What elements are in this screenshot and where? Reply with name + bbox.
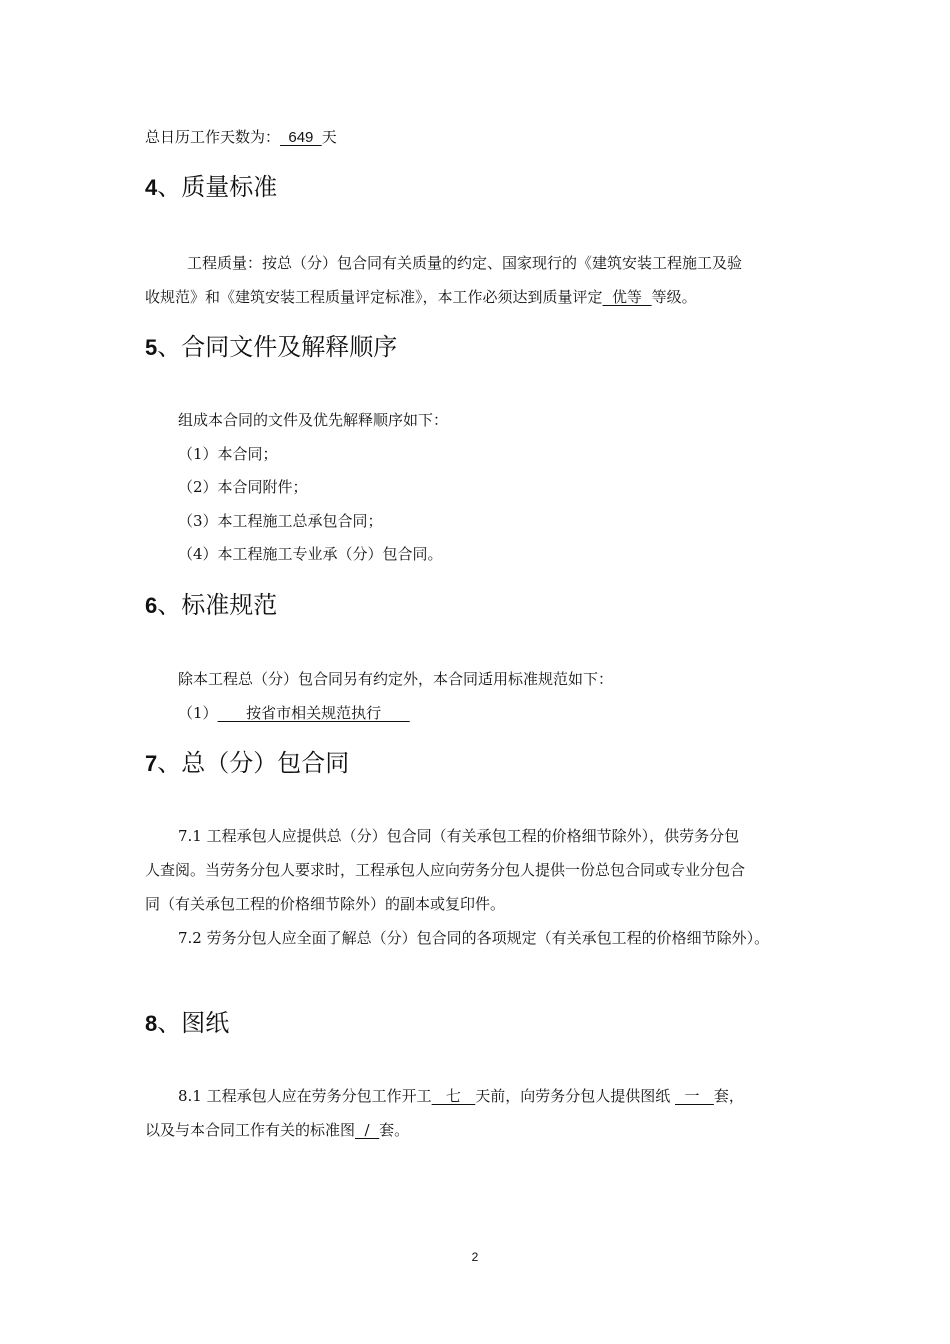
section-7-heading — [145, 748, 349, 779]
section-6-heading — [145, 590, 277, 621]
section-number: 6 — [145, 593, 158, 618]
s6-item-1 — [178, 703, 410, 723]
s8-line1 — [178, 1086, 744, 1106]
section-title: 、标准规范 — [157, 591, 278, 619]
section-number: 5 — [145, 335, 158, 360]
s5-item-4: （4）本工程施工专业承（分）包合同。 — [178, 545, 443, 563]
standard-drawing-sets-value: / — [355, 1121, 380, 1139]
section-number: 8 — [145, 1011, 158, 1036]
quality-grade-value: 优等 — [602, 288, 652, 306]
s4-line1: 工程质量：按总（分）包合同有关质量的约定、国家现行的《建筑安装工程施工及验 — [187, 254, 743, 272]
s7-p1-line2: 人查阅。当劳务分包人要求时，工程承包人应向劳务分包人提供一份总包合同或专业分包合 — [145, 861, 746, 879]
s6-intro: 除本工程总（分）包合同另有约定外，本合同适用标准规范如下： — [178, 670, 614, 688]
section-title: 、总（分）包合同 — [157, 749, 350, 777]
page-number: 2 — [471, 1250, 479, 1264]
workdays-value: 649 — [280, 129, 322, 146]
s7-p2-line1: 7.2 劳务分包人应全面了解总（分）包合同的各项规定（有关承包工程的价格细节除外）。 — [178, 929, 770, 947]
s8-line1-text-b: 天前，向劳务分包人提供图纸 — [475, 1087, 676, 1105]
workdays-label: 总日历工作天数为： — [145, 128, 281, 146]
s7-p1-line3: 同（有关承包工程的价格细节除外）的副本或复印件。 — [145, 895, 506, 913]
s5-item-2: （2）本合同附件； — [178, 478, 308, 496]
s8-line1-text-c: 套， — [713, 1087, 744, 1105]
section-title: 、图纸 — [157, 1009, 230, 1037]
s4-line2-text: 收规范》和《建筑安装工程质量评定标准》，本工作必须达到质量评定 — [145, 288, 603, 306]
s4-line2 — [145, 287, 697, 307]
workdays-line — [145, 127, 337, 148]
s7-p1-line1: 7.1 工程承包人应提供总（分）包合同（有关承包工程的价格细节除外），供劳务分包 — [178, 827, 740, 845]
workdays-unit: 天 — [321, 128, 337, 146]
section-5-heading — [145, 332, 397, 363]
drawing-sets-value: 一 — [675, 1087, 714, 1105]
s8-line2 — [145, 1120, 409, 1140]
s5-item-1: （1）本合同； — [178, 445, 278, 463]
s5-intro: 组成本合同的文件及优先解释顺序如下： — [178, 411, 449, 429]
s4-line2-suffix: 等级。 — [651, 288, 697, 306]
s6-item-prefix: （1） — [178, 704, 218, 722]
standard-spec-value: 按省市相关规范执行 — [217, 704, 410, 722]
section-number: 7 — [145, 751, 158, 776]
s5-item-3: （3）本工程施工总承包合同； — [178, 512, 383, 530]
section-title: 、质量标准 — [157, 173, 278, 201]
section-4-heading — [145, 172, 277, 203]
section-number: 4 — [145, 175, 158, 200]
section-title: 、合同文件及解释顺序 — [157, 333, 398, 361]
s8-line2-text: 以及与本合同工作有关的标准图 — [145, 1121, 356, 1139]
s8-line1-text: 8.1 工程承包人应在劳务分包工作开工 — [178, 1087, 432, 1105]
days-before-value: 七 — [431, 1087, 476, 1105]
section-8-heading — [145, 1008, 229, 1039]
s8-line2-suffix: 套。 — [379, 1121, 410, 1139]
